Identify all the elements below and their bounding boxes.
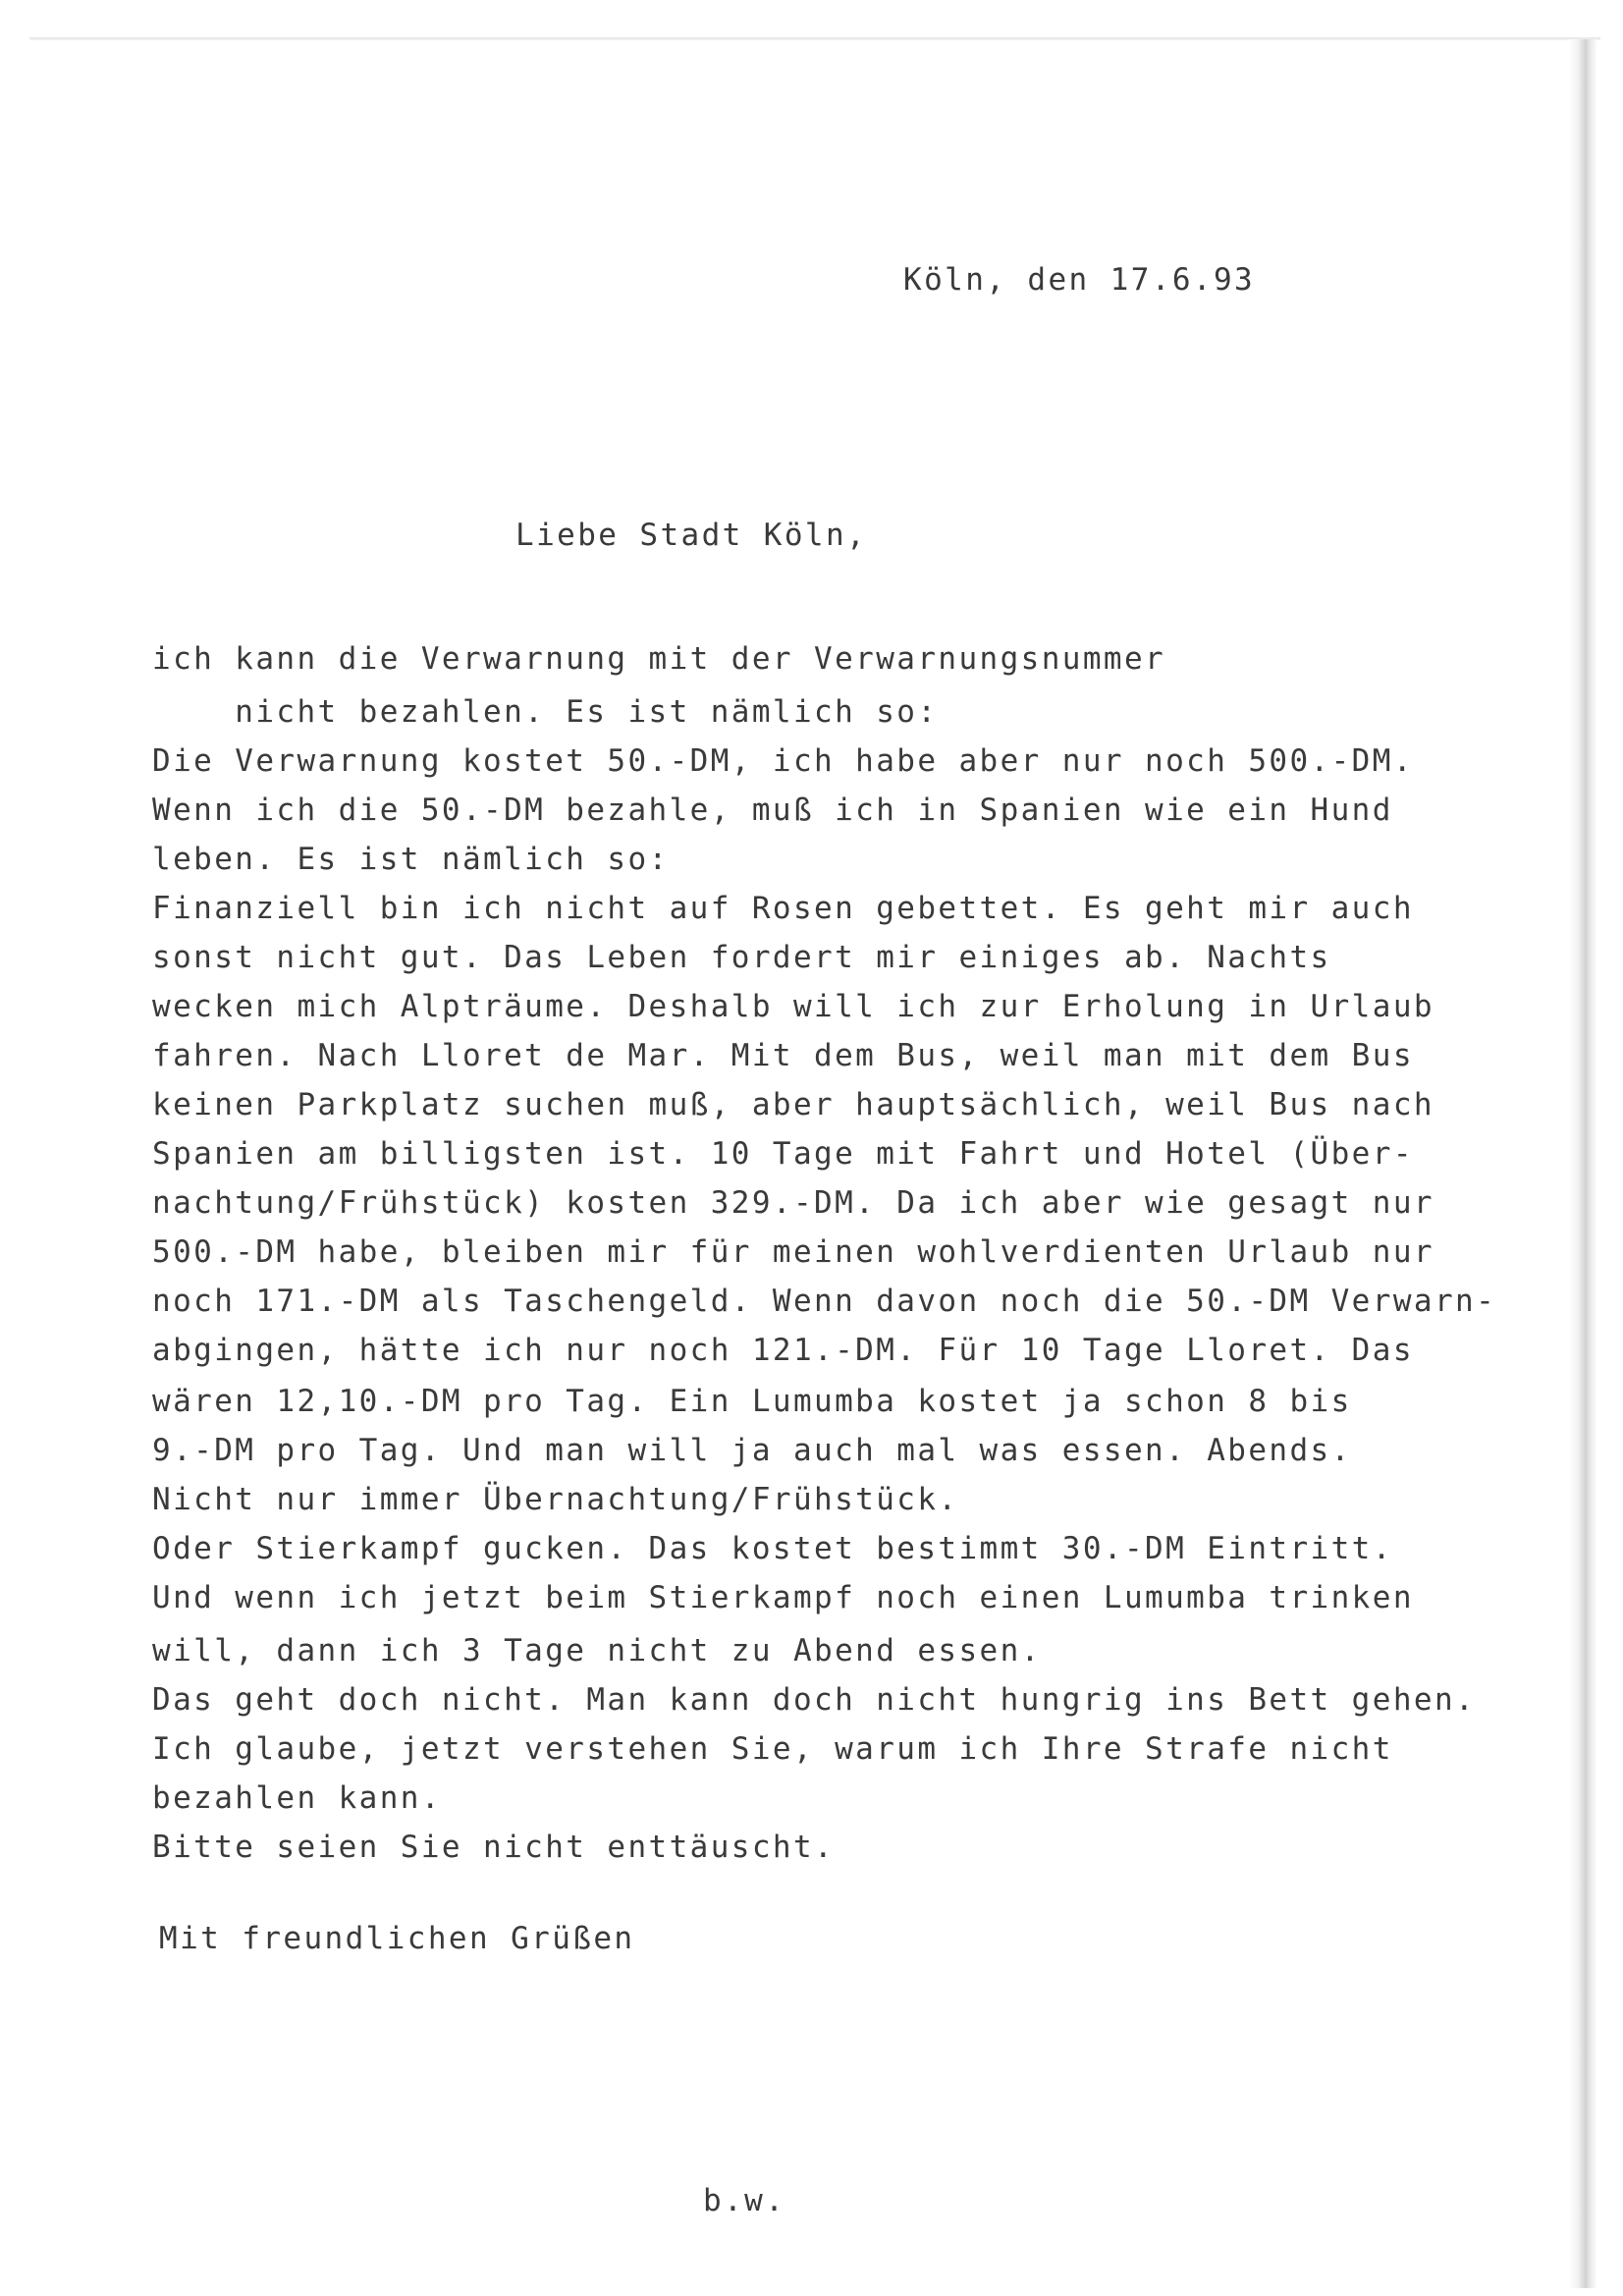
scan-top-edge xyxy=(29,37,1600,40)
body-line: nachtung/Frühstück) kosten 329.-DM. Da ich aber wie gesagt nur xyxy=(152,1185,1434,1221)
body-line: Ich glaube, jetzt verstehen Sie, warum ich Ihre Strafe nicht xyxy=(152,1731,1393,1767)
body-line: Und wenn ich jetzt beim Stierkampf noch einen Lumumba trinken xyxy=(152,1580,1414,1615)
body-line: Das geht doch nicht. Man kann doch nicht hungrig ins Bett gehen. xyxy=(152,1682,1477,1718)
body-line: leben. Es ist nämlich so: xyxy=(152,842,670,877)
letter-closing: Mit freundlichen Grüßen xyxy=(159,1921,635,1956)
body-line: ich kann die Verwarnung mit der Verwarnungsnummer xyxy=(152,641,1166,677)
page-turn-note: b.w. xyxy=(703,2183,786,2218)
body-line: Spanien am billigsten ist. 10 Tage mit Fahrt und Hotel (Über- xyxy=(152,1136,1414,1172)
body-line: Nicht nur immer Übernachtung/Frühstück. xyxy=(152,1482,959,1517)
body-line: bezahlen kann. xyxy=(152,1780,442,1816)
body-line: Wenn ich die 50.-DM bezahle, muß ich in Spanien wie ein Hund xyxy=(152,793,1393,828)
body-line: Bitte seien Sie nicht enttäuscht. xyxy=(152,1830,836,1865)
body-line: wären 12,10.-DM pro Tag. Ein Lumumba kostet ja schon 8 bis xyxy=(152,1384,1352,1419)
body-line: Oder Stierkampf gucken. Das kostet bestimmt 30.-DM Eintritt. xyxy=(152,1531,1393,1566)
body-line: sonst nicht gut. Das Leben fordert mir einiges ab. Nachts xyxy=(152,940,1331,975)
body-line: nicht bezahlen. Es ist nämlich so: xyxy=(152,694,939,730)
letter-date: Köln, den 17.6.93 xyxy=(903,262,1256,298)
body-line: Die Verwarnung kostet 50.-DM, ich habe aber nur noch 500.-DM. xyxy=(152,743,1414,779)
scan-right-edge xyxy=(1569,39,1596,2288)
body-line: noch 171.-DM als Taschengeld. Wenn davon noch die 50.-DM Verwarn- xyxy=(152,1284,1497,1319)
body-line: Finanziell bin ich nicht auf Rosen gebettet. Es geht mir auch xyxy=(152,891,1414,926)
letter-salutation: Liebe Stadt Köln, xyxy=(515,518,868,553)
body-line: will, dann ich 3 Tage nicht zu Abend essen. xyxy=(152,1633,1042,1668)
body-line: wecken mich Alpträume. Deshalb will ich zur Erholung in Urlaub xyxy=(152,989,1434,1024)
body-line: fahren. Nach Lloret de Mar. Mit dem Bus, weil man mit dem Bus xyxy=(152,1038,1414,1073)
body-line: 9.-DM pro Tag. Und man will ja auch mal was essen. Abends. xyxy=(152,1433,1352,1468)
body-line: keinen Parkplatz suchen muß, aber hauptsächlich, weil Bus nach xyxy=(152,1087,1434,1122)
body-line: abgingen, hätte ich nur noch 121.-DM. Für 10 Tage Lloret. Das xyxy=(152,1333,1414,1368)
body-line: 500.-DM habe, bleiben mir für meinen wohlverdienten Urlaub nur xyxy=(152,1234,1434,1270)
